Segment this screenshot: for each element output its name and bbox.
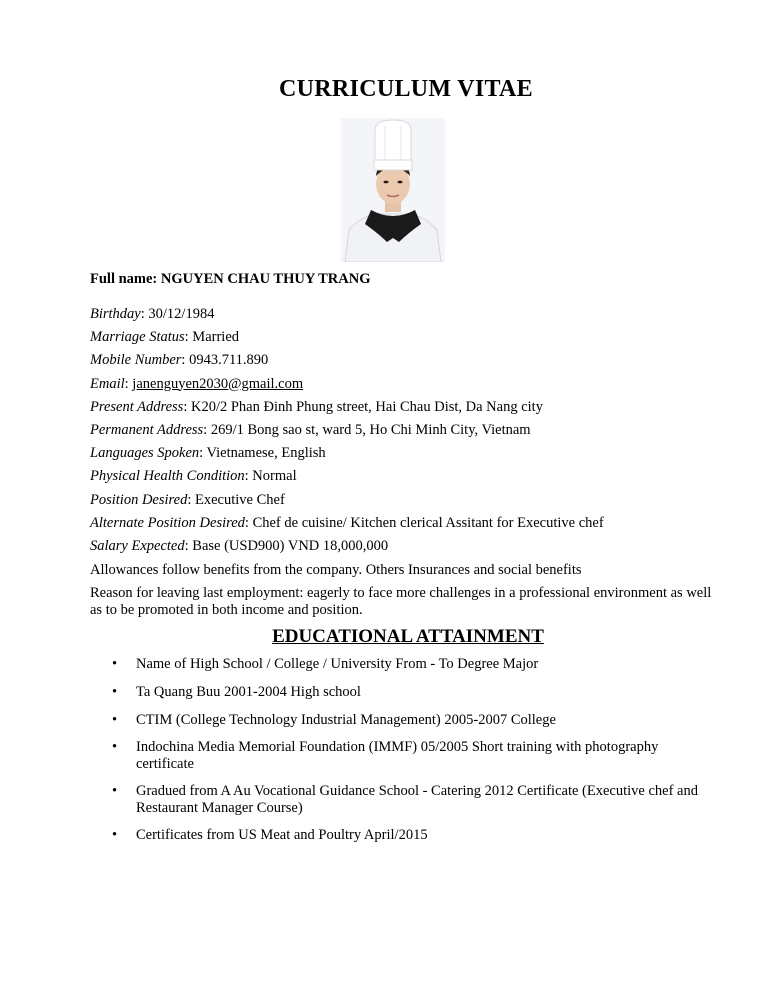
bullet-icon: • [112,783,118,799]
field-label: Present Address [90,398,184,415]
list-item [112,827,712,844]
field-label: Email [90,375,125,392]
field-label: Mobile Number [90,352,182,369]
portrait-photo [341,118,445,262]
list-item-text: Name of High School / College / University From - To Degree Major [136,656,539,672]
field-value: : 269/1 Bong sao st, ward 5, Ho Chi Minh City, Vietnam [203,421,531,438]
field-label: Physical Health Condition [90,468,245,485]
field-label: Position Desired [90,491,188,508]
field-value: : Normal [244,468,297,485]
personal-info [90,305,720,560]
list-item [112,684,712,701]
field-position-desired [90,491,720,514]
reason-text: Reason for leaving last employment: eagerly to face more challenges in a professional environment as well as to be promoted in both income and position. [90,585,712,618]
field-label: Alternate Position Desired [90,514,245,531]
field-mobile-number [90,351,720,374]
list-item-text: Certificates from US Meat and Poultry April/2015 [136,827,428,843]
field-value: : Executive Chef [187,491,285,508]
field-label: Permanent Address [90,421,204,438]
field-label: Birthday [90,306,141,322]
field-alternate-position [90,514,720,537]
list-item-text: CTIM (College Technology Industrial Management) 2005-2007 College [136,712,556,728]
allowances-text: Allowances follow benefits from the company. Others Insurances and social benefits [90,562,582,578]
full-name-label: Full name: [90,271,158,287]
education-heading: EDUCATIONAL ATTAINMENT [272,626,544,647]
field-health-condition [90,467,720,490]
bullet-icon: • [112,684,118,700]
field-value: : Vietnamese, English [199,445,326,462]
list-item-text: Indochina Media Memorial Foundation (IMMF) 05/2005 Short training with photography certificate [136,739,659,772]
field-value: : Base (USD900) VND 18,000,000 [184,537,389,554]
email-link[interactable]: janenguyen2030@gmail.com [132,375,304,392]
list-item [112,739,712,773]
bullet-icon: • [112,656,118,672]
field-label: Salary Expected [90,537,185,554]
field-value: : Married [184,329,240,346]
education-list [112,656,712,844]
field-email [90,375,720,398]
full-name [90,271,371,288]
field-value: : 0943.711.890 [181,352,269,369]
bullet-icon: • [112,827,118,843]
field-languages-spoken [90,444,720,467]
list-item [112,712,712,729]
list-item-text: Gradued from A Au Vocational Guidance School - Catering 2012 Certificate (Executive chef and Restaurant Manager Course) [136,783,698,816]
full-name-value: NGUYEN CHAU THUY TRANG [160,271,371,287]
field-label: Languages Spoken [90,445,200,462]
list-item [112,656,712,673]
field-permanent-address [90,421,720,444]
field-value: : Chef de cuisine/ Kitchen clerical Assitant for Executive chef [244,514,604,531]
field-marriage-status [90,328,720,351]
field-value: : [124,375,133,392]
field-label: Marriage Status [90,329,185,346]
bullet-icon: • [112,712,118,728]
field-salary-expected [90,537,720,560]
list-item [112,783,712,817]
bullet-icon: • [112,739,118,755]
chef-portrait-icon [341,118,445,262]
page-title: CURRICULUM VITAE [279,76,533,102]
field-value: : 30/12/1984 [140,306,215,322]
list-item-text: Ta Quang Buu 2001-2004 High school [136,684,361,700]
field-value: : K20/2 Phan Đinh Phung street, Hai Chau Dist, Da Nang city [183,398,543,415]
field-birthday [90,305,720,328]
field-present-address [90,398,720,421]
